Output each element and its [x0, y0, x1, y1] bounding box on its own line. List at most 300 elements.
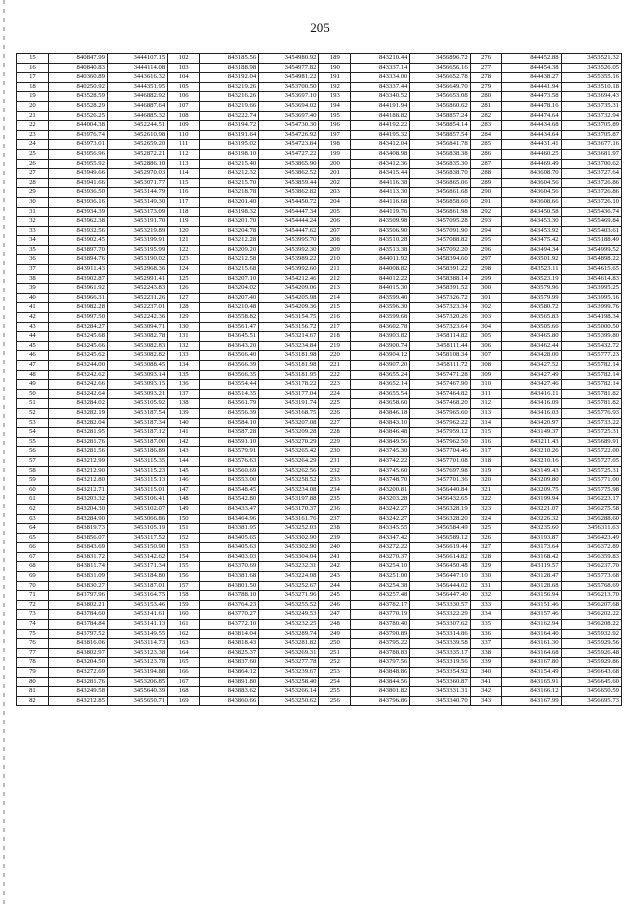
point-number-cell: 337	[470, 639, 502, 649]
x-coordinate-cell: 843560.69	[200, 466, 259, 476]
point-number-cell: 210	[319, 255, 351, 265]
y-coordinate-cell: 3455640.39	[107, 687, 167, 697]
point-number-cell: 39	[17, 284, 49, 294]
x-coordinate-cell: 843587.28	[200, 428, 259, 438]
x-coordinate-cell: 843658.60	[351, 399, 410, 409]
table-row	[17, 408, 622, 418]
x-coordinate-cell: 843565.83	[502, 313, 561, 323]
table-row	[17, 370, 622, 380]
x-coordinate-cell: 843427.52	[502, 361, 561, 371]
x-coordinate-cell: 843381.68	[200, 572, 259, 582]
y-coordinate-cell: 3453187.12	[107, 428, 167, 438]
point-number-cell: 212	[319, 274, 351, 284]
x-coordinate-cell: 843173.64	[502, 543, 561, 553]
x-coordinate-cell: 843337.14	[351, 63, 410, 73]
point-number-cell: 68	[17, 562, 49, 572]
point-number-cell: 230	[319, 447, 351, 457]
point-number-cell: 333	[470, 600, 502, 610]
x-coordinate-cell: 843282.04	[48, 418, 107, 428]
y-coordinate-cell: 3456584.49	[410, 524, 470, 534]
y-coordinate-cell: 3456328.19	[410, 504, 470, 514]
point-number-cell: 300	[470, 284, 502, 294]
point-number-cell: 17	[17, 73, 49, 83]
y-coordinate-cell: 3453999.76	[561, 303, 621, 313]
y-coordinate-cell: 3455781.82	[561, 389, 621, 399]
point-number-cell: 219	[319, 341, 351, 351]
table-row	[17, 418, 622, 428]
point-number-cell: 289	[470, 178, 502, 188]
x-coordinate-cell: 843513.38	[351, 245, 410, 255]
point-number-cell: 135	[168, 370, 200, 380]
x-coordinate-cell: 843553.00	[200, 476, 259, 486]
x-coordinate-cell: 843242.64	[48, 389, 107, 399]
y-coordinate-cell: 3453177.04	[259, 389, 319, 399]
x-coordinate-cell: 843281.95	[48, 428, 107, 438]
point-number-cell: 234	[319, 485, 351, 495]
x-coordinate-cell: 843997.50	[48, 313, 107, 323]
y-coordinate-cell: 3456860.62	[410, 101, 470, 111]
point-number-cell: 19	[17, 92, 49, 102]
y-coordinate-cell: 3455722.00	[561, 447, 621, 457]
y-coordinate-cell: 3453314.86	[410, 629, 470, 639]
y-coordinate-cell: 3453115.01	[107, 485, 167, 495]
y-coordinate-cell: 3456841.78	[410, 140, 470, 150]
point-number-cell: 232	[319, 466, 351, 476]
point-number-cell: 305	[470, 332, 502, 342]
y-coordinate-cell: 3453735.31	[561, 101, 621, 111]
x-coordinate-cell: 843856.07	[48, 533, 107, 543]
table-row	[17, 111, 622, 121]
x-coordinate-cell: 843936.16	[48, 197, 107, 207]
y-coordinate-cell: 3456653.08	[410, 92, 470, 102]
y-coordinate-cell: 3453697.40	[259, 111, 319, 121]
point-number-cell: 245	[319, 591, 351, 601]
point-number-cell: 213	[319, 284, 351, 294]
y-coordinate-cell: 3452244.51	[107, 121, 167, 131]
x-coordinate-cell: 843556.39	[200, 408, 259, 418]
table-row	[17, 274, 622, 284]
point-number-cell: 45	[17, 341, 49, 351]
point-number-cell: 142	[168, 437, 200, 447]
y-coordinate-cell: 3457965.60	[410, 408, 470, 418]
point-number-cell: 43	[17, 322, 49, 332]
point-number-cell: 134	[168, 361, 200, 371]
x-coordinate-cell: 843770.19	[351, 610, 410, 620]
y-coordinate-cell: 3456202.22	[561, 610, 621, 620]
x-coordinate-cell: 843412.36	[351, 159, 410, 169]
x-coordinate-cell: 843427.49	[502, 370, 561, 380]
y-coordinate-cell: 3453214.67	[259, 332, 319, 342]
y-coordinate-cell: 3453187.34	[107, 418, 167, 428]
y-coordinate-cell: 3453992.30	[259, 245, 319, 255]
x-coordinate-cell: 843157.46	[502, 610, 561, 620]
x-coordinate-cell: 843416.09	[502, 399, 561, 409]
point-number-cell: 47	[17, 361, 49, 371]
x-coordinate-cell: 843370.69	[200, 562, 259, 572]
x-coordinate-cell: 843523.11	[502, 265, 561, 275]
point-number-cell: 306	[470, 341, 502, 351]
x-coordinate-cell: 843216.26	[200, 92, 259, 102]
y-coordinate-cell: 3453732.94	[561, 111, 621, 121]
x-coordinate-cell: 843843.69	[48, 543, 107, 553]
y-coordinate-cell: 3443616.32	[107, 73, 167, 83]
point-number-cell: 247	[319, 610, 351, 620]
y-coordinate-cell: 3453700.62	[561, 159, 621, 169]
y-coordinate-cell: 3446887.64	[107, 101, 167, 111]
point-number-cell: 244	[319, 581, 351, 591]
x-coordinate-cell: 843934.39	[48, 207, 107, 217]
y-coordinate-cell: 3453186.89	[107, 447, 167, 457]
point-number-cell: 122	[168, 245, 200, 255]
x-coordinate-cell: 843162.94	[502, 620, 561, 630]
point-number-cell: 189	[319, 54, 351, 64]
y-coordinate-cell: 3453269.31	[259, 648, 319, 658]
x-coordinate-cell: 843337.44	[351, 82, 410, 92]
x-coordinate-cell: 840840.83	[48, 63, 107, 73]
y-coordinate-cell: 3453207.08	[259, 418, 319, 428]
x-coordinate-cell: 843599.40	[351, 293, 410, 303]
point-number-cell: 331	[470, 581, 502, 591]
point-number-cell: 190	[319, 63, 351, 73]
x-coordinate-cell: 843199.94	[502, 495, 561, 505]
point-number-cell: 41	[17, 303, 49, 313]
point-number-cell: 296	[470, 245, 502, 255]
y-coordinate-cell: 3455432.72	[561, 341, 621, 351]
y-coordinate-cell: 3453250.62	[259, 696, 319, 706]
x-coordinate-cell: 844431.41	[502, 140, 561, 150]
point-number-cell: 103	[168, 63, 200, 73]
point-number-cell: 316	[470, 437, 502, 447]
y-coordinate-cell: 3453142.62	[107, 552, 167, 562]
point-number-cell: 116	[168, 188, 200, 198]
y-coordinate-cell: 3453335.17	[410, 648, 470, 658]
x-coordinate-cell: 843814.04	[200, 629, 259, 639]
point-number-cell: 58	[17, 466, 49, 476]
y-coordinate-cell: 3453102.07	[107, 504, 167, 514]
y-coordinate-cell: 3453190.02	[107, 255, 167, 265]
point-number-cell: 278	[470, 73, 502, 83]
x-coordinate-cell: 843166.12	[502, 687, 561, 697]
point-number-cell: 126	[168, 284, 200, 294]
x-coordinate-cell: 843894.76	[48, 255, 107, 265]
point-number-cell: 223	[319, 380, 351, 390]
point-number-cell: 20	[17, 101, 49, 111]
point-number-cell: 51	[17, 399, 49, 409]
y-coordinate-cell: 3453144.79	[107, 188, 167, 198]
point-number-cell: 202	[319, 178, 351, 188]
point-number-cell: 293	[470, 217, 502, 227]
y-coordinate-cell: 3453168.75	[259, 408, 319, 418]
x-coordinate-cell: 843844.56	[351, 677, 410, 687]
y-coordinate-cell: 3453234.08	[259, 485, 319, 495]
y-coordinate-cell: 3446882.92	[107, 92, 167, 102]
point-number-cell: 162	[168, 629, 200, 639]
x-coordinate-cell: 843509.98	[351, 217, 410, 227]
point-number-cell: 249	[319, 629, 351, 639]
point-number-cell: 248	[319, 620, 351, 630]
x-coordinate-cell: 843167.80	[502, 658, 561, 668]
y-coordinate-cell: 3456614.82	[410, 552, 470, 562]
y-coordinate-cell: 3453094.71	[107, 322, 167, 332]
x-coordinate-cell: 843837.60	[200, 658, 259, 668]
x-coordinate-cell: 843506.90	[351, 226, 410, 236]
point-number-cell: 208	[319, 236, 351, 246]
point-number-cell: 113	[168, 159, 200, 169]
y-coordinate-cell: 3456865.06	[410, 178, 470, 188]
table-row	[17, 54, 622, 64]
y-coordinate-cell: 3453219.89	[107, 226, 167, 236]
y-coordinate-cell: 3453093.21	[107, 389, 167, 399]
table-row	[17, 456, 622, 466]
y-coordinate-cell: 3456311.63	[561, 524, 621, 534]
coordinates-table	[16, 53, 622, 706]
y-coordinate-cell: 3453153.46	[107, 600, 167, 610]
y-coordinate-cell: 3457320.26	[410, 313, 470, 323]
y-coordinate-cell: 3453330.57	[410, 600, 470, 610]
x-coordinate-cell: 843415.44	[351, 169, 410, 179]
point-number-cell: 30	[17, 197, 49, 207]
x-coordinate-cell: 843128.47	[502, 572, 561, 582]
y-coordinate-cell: 3453302.90	[259, 533, 319, 543]
x-coordinate-cell: 843846.48	[351, 428, 410, 438]
table-row	[17, 639, 622, 649]
point-number-cell: 317	[470, 447, 502, 457]
x-coordinate-cell: 843770.27	[200, 610, 259, 620]
point-number-cell: 137	[168, 389, 200, 399]
table-row	[17, 82, 622, 92]
y-coordinate-cell: 3453224.08	[259, 572, 319, 582]
x-coordinate-cell: 843151.46	[502, 600, 561, 610]
x-coordinate-cell: 843405.63	[200, 543, 259, 553]
y-coordinate-cell: 3453262.56	[259, 466, 319, 476]
y-coordinate-cell: 3453105.92	[107, 399, 167, 409]
x-coordinate-cell: 843528.29	[48, 101, 107, 111]
y-coordinate-cell: 3456896.72	[410, 54, 470, 64]
y-coordinate-cell: 3456645.60	[561, 677, 621, 687]
x-coordinate-cell: 843251.00	[351, 572, 410, 582]
y-coordinate-cell: 3455782.14	[561, 370, 621, 380]
x-coordinate-cell: 843191.64	[200, 130, 259, 140]
point-number-cell: 24	[17, 140, 49, 150]
table-row	[17, 140, 622, 150]
x-coordinate-cell: 843782.17	[351, 600, 410, 610]
x-coordinate-cell: 843428.00	[502, 351, 561, 361]
y-coordinate-cell: 3453066.86	[107, 514, 167, 524]
y-coordinate-cell: 3453694.43	[561, 92, 621, 102]
y-coordinate-cell: 3453093.15	[107, 380, 167, 390]
point-number-cell: 82	[17, 696, 49, 706]
y-coordinate-cell: 3452991.41	[107, 274, 167, 284]
table-row	[17, 169, 622, 179]
y-coordinate-cell: 3453989.22	[259, 255, 319, 265]
point-number-cell: 109	[168, 121, 200, 131]
x-coordinate-cell: 843528.59	[48, 92, 107, 102]
y-coordinate-cell: 3453187.01	[107, 581, 167, 591]
x-coordinate-cell: 844195.32	[351, 130, 410, 140]
y-coordinate-cell: 3457467.90	[410, 380, 470, 390]
y-coordinate-cell: 3453319.56	[410, 658, 470, 668]
point-number-cell: 118	[168, 207, 200, 217]
x-coordinate-cell: 843284.90	[48, 514, 107, 524]
table-row	[17, 380, 622, 390]
point-number-cell: 287	[470, 159, 502, 169]
x-coordinate-cell: 843604.56	[502, 188, 561, 198]
x-coordinate-cell: 843345.55	[351, 524, 410, 534]
x-coordinate-cell: 843554.44	[200, 380, 259, 390]
table-row	[17, 197, 622, 207]
table-row	[17, 121, 622, 131]
table-row	[17, 226, 622, 236]
x-coordinate-cell: 843579.91	[200, 447, 259, 457]
x-coordinate-cell: 843211.43	[502, 437, 561, 447]
table-row	[17, 437, 622, 447]
x-coordinate-cell: 844469.49	[502, 159, 561, 169]
table-row	[17, 265, 622, 275]
point-number-cell: 209	[319, 245, 351, 255]
x-coordinate-cell: 843201.70	[200, 217, 259, 227]
y-coordinate-cell: 3453289.74	[259, 629, 319, 639]
table-row	[17, 63, 622, 73]
y-coordinate-cell: 3452243.83	[107, 284, 167, 294]
point-number-cell: 78	[17, 658, 49, 668]
y-coordinate-cell: 3458857.24	[410, 111, 470, 121]
point-number-cell: 229	[319, 437, 351, 447]
point-number-cell: 288	[470, 169, 502, 179]
point-number-cell: 110	[168, 130, 200, 140]
point-number-cell: 195	[319, 111, 351, 121]
point-number-cell: 310	[470, 380, 502, 390]
x-coordinate-cell: 843764.23	[200, 600, 259, 610]
x-coordinate-cell: 843405.65	[200, 533, 259, 543]
point-number-cell: 211	[319, 265, 351, 275]
x-coordinate-cell: 843201.40	[200, 197, 259, 207]
x-coordinate-cell: 843408.98	[351, 149, 410, 159]
y-coordinate-cell: 3456650.59	[561, 687, 621, 697]
point-number-cell: 312	[470, 399, 502, 409]
x-coordinate-cell: 843831.72	[48, 552, 107, 562]
point-number-cell: 25	[17, 149, 49, 159]
point-number-cell: 336	[470, 629, 502, 639]
point-number-cell: 252	[319, 658, 351, 668]
y-coordinate-cell: 3453156.72	[259, 322, 319, 332]
y-coordinate-cell: 3456275.58	[561, 504, 621, 514]
y-coordinate-cell: 3453181.95	[259, 370, 319, 380]
y-coordinate-cell: 3456213.70	[561, 591, 621, 601]
x-coordinate-cell: 843284.02	[48, 399, 107, 409]
point-number-cell: 52	[17, 408, 49, 418]
point-number-cell: 31	[17, 207, 49, 217]
y-coordinate-cell: 3454450.72	[259, 197, 319, 207]
point-number-cell: 35	[17, 245, 49, 255]
y-coordinate-cell: 3453252.03	[259, 524, 319, 534]
table-row	[17, 92, 622, 102]
table-row	[17, 504, 622, 514]
point-number-cell: 140	[168, 418, 200, 428]
point-number-cell: 63	[17, 514, 49, 524]
point-number-cell: 138	[168, 399, 200, 409]
y-coordinate-cell: 3454209.36	[259, 303, 319, 313]
point-number-cell: 282	[470, 111, 502, 121]
x-coordinate-cell: 843119.57	[502, 562, 561, 572]
point-number-cell: 168	[168, 687, 200, 697]
x-coordinate-cell: 843797.52	[48, 629, 107, 639]
y-coordinate-cell: 3458111.72	[410, 361, 470, 371]
point-number-cell: 136	[168, 380, 200, 390]
x-coordinate-cell: 843453.92	[502, 226, 561, 236]
x-coordinate-cell: 843514.35	[200, 389, 259, 399]
x-coordinate-cell: 843596.30	[351, 303, 410, 313]
x-coordinate-cell: 843235.60	[502, 524, 561, 534]
y-coordinate-cell: 3455469.84	[561, 217, 621, 227]
point-number-cell: 341	[470, 677, 502, 687]
y-coordinate-cell: 3455781.82	[561, 399, 621, 409]
point-number-cell: 106	[168, 92, 200, 102]
y-coordinate-cell: 3453191.70	[107, 217, 167, 227]
x-coordinate-cell: 843207.10	[200, 274, 259, 284]
table-row	[17, 73, 622, 83]
point-number-cell: 279	[470, 82, 502, 92]
point-number-cell: 127	[168, 293, 200, 303]
point-number-cell: 166	[168, 668, 200, 678]
x-coordinate-cell: 844452.88	[502, 54, 561, 64]
x-coordinate-cell: 843204.02	[200, 284, 259, 294]
point-number-cell: 307	[470, 351, 502, 361]
point-number-cell: 128	[168, 303, 200, 313]
y-coordinate-cell: 3444107.15	[107, 54, 167, 64]
point-number-cell: 321	[470, 485, 502, 495]
point-number-cell: 37	[17, 265, 49, 275]
y-coordinate-cell: 3458857.54	[410, 130, 470, 140]
x-coordinate-cell: 843523.19	[502, 274, 561, 284]
y-coordinate-cell: 3456835.30	[410, 159, 470, 169]
x-coordinate-cell: 843576.63	[200, 456, 259, 466]
x-coordinate-cell: 843566.35	[200, 370, 259, 380]
point-number-cell: 329	[470, 562, 502, 572]
table-row	[17, 610, 622, 620]
table-row	[17, 217, 622, 227]
point-number-cell: 220	[319, 351, 351, 361]
point-number-cell: 71	[17, 591, 49, 601]
table-row	[17, 533, 622, 543]
point-number-cell: 112	[168, 149, 200, 159]
x-coordinate-cell: 843830.27	[48, 581, 107, 591]
x-coordinate-cell: 843742.22	[351, 456, 410, 466]
y-coordinate-cell: 3453191.74	[259, 399, 319, 409]
x-coordinate-cell: 844474.64	[502, 111, 561, 121]
point-number-cell: 56	[17, 447, 49, 457]
x-coordinate-cell: 843801.50	[200, 581, 259, 591]
table-row	[17, 648, 622, 658]
x-coordinate-cell: 843272.22	[351, 543, 410, 553]
y-coordinate-cell: 3456223.17	[561, 495, 621, 505]
x-coordinate-cell: 843156.94	[502, 591, 561, 601]
x-coordinate-cell: 843215.68	[200, 265, 259, 275]
x-coordinate-cell: 843185.56	[200, 54, 259, 64]
x-coordinate-cell: 843245.68	[48, 332, 107, 342]
point-number-cell: 318	[470, 456, 502, 466]
point-number-cell: 315	[470, 428, 502, 438]
y-coordinate-cell: 3453187.54	[107, 408, 167, 418]
x-coordinate-cell: 843194.72	[200, 121, 259, 131]
point-number-cell: 324	[470, 514, 502, 524]
x-coordinate-cell: 843788.83	[351, 648, 410, 658]
point-number-cell: 21	[17, 111, 49, 121]
x-coordinate-cell: 843212.99	[48, 456, 107, 466]
x-coordinate-cell: 843548.45	[200, 485, 259, 495]
y-coordinate-cell: 3456652.78	[410, 73, 470, 83]
y-coordinate-cell: 3455403.61	[561, 226, 621, 236]
x-coordinate-cell: 843566.39	[200, 361, 259, 371]
